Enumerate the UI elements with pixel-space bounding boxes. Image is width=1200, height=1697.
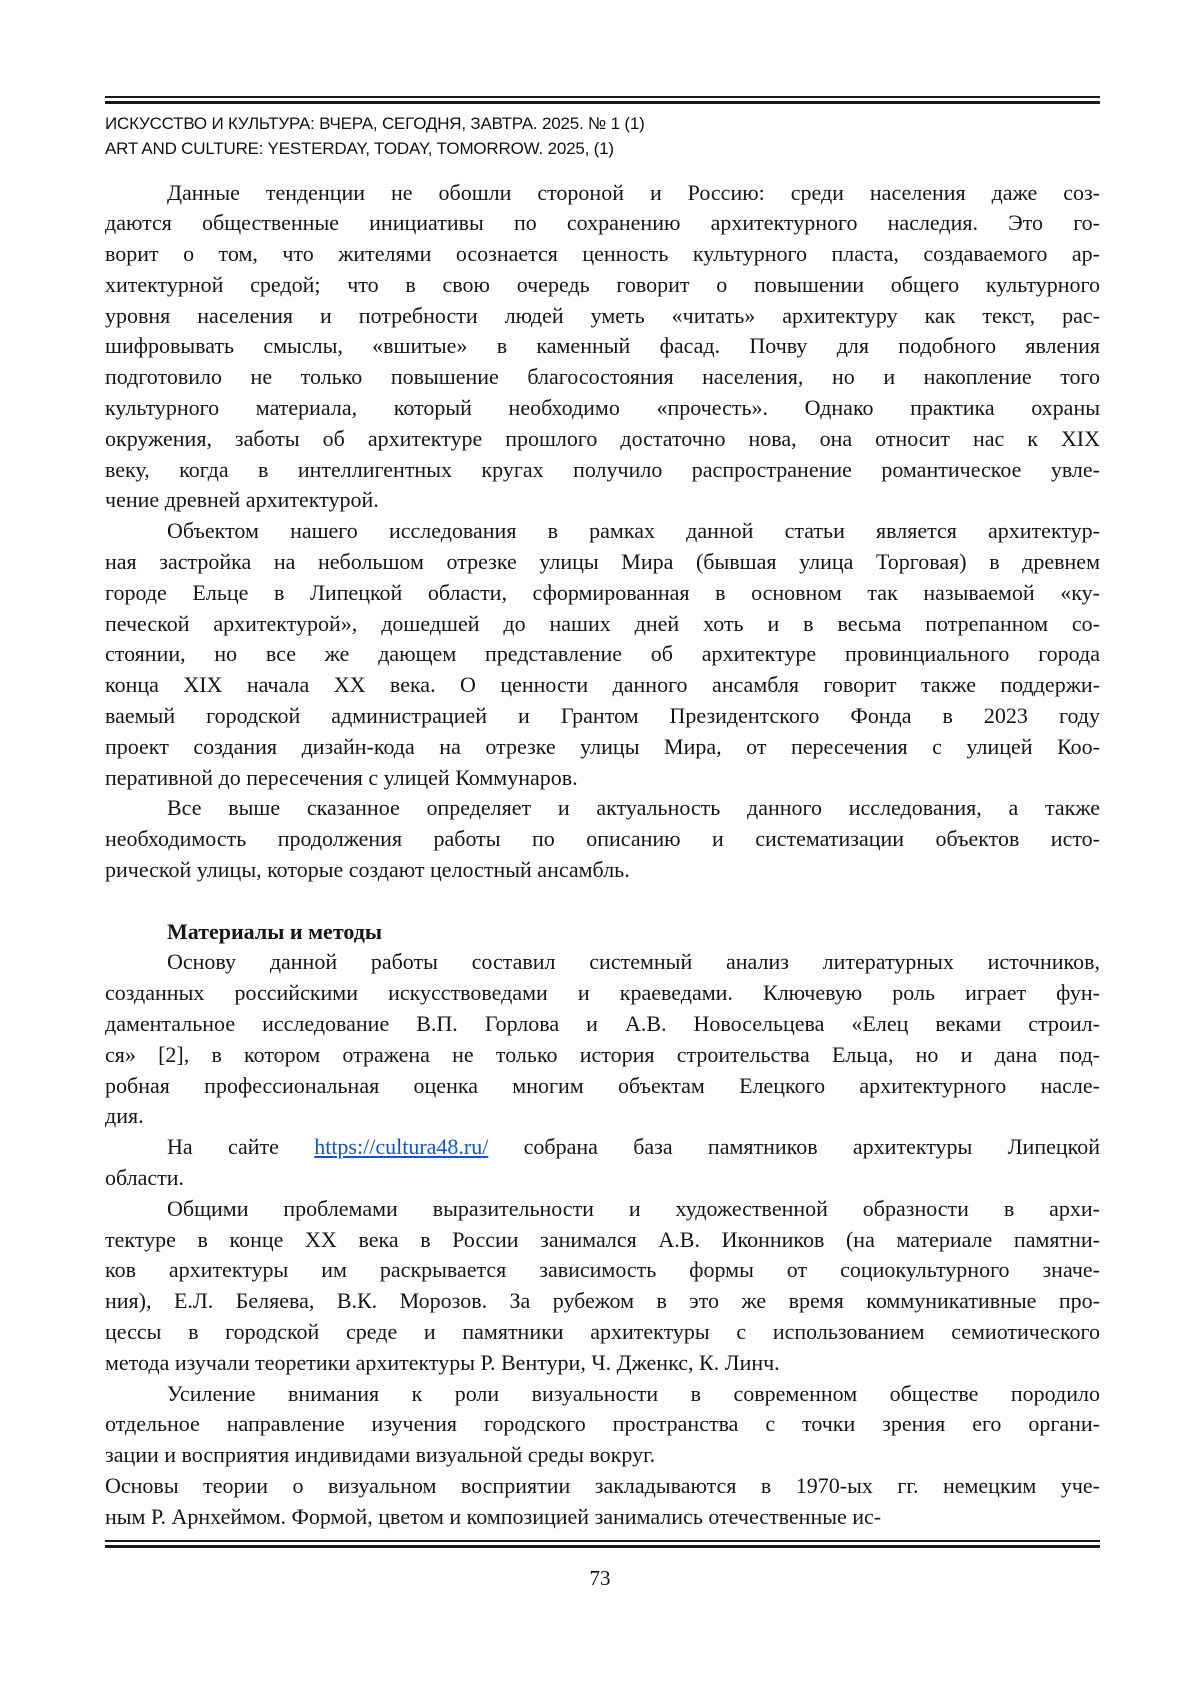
- paragraph: [105, 1132, 1100, 1194]
- text-line: рической улицы, которые создают целостный ансамбль.: [105, 857, 630, 883]
- text-line: необходимость продолжения работы по описанию и систематизации объектов исто-: [105, 826, 1100, 852]
- journal-header: [105, 111, 1100, 161]
- text-line: метода изучали теоретики архитектуры Р. Вентури, Ч. Дженкс, К. Линч.: [105, 1349, 780, 1375]
- text-line: перативной до пересечения с улицей Коммунаров.: [105, 764, 578, 790]
- document-body: [105, 178, 1100, 1533]
- text-line: ков архитектуры им раскрывается зависимость формы от социокультурного значе-: [105, 1257, 1100, 1283]
- text-line: печеской архитектурой», дошедшей до наших дней хоть и в весьма потрепанном со-: [105, 610, 1100, 636]
- text-line: веку, когда в интеллигентных кругах получило распространение романтическое увле-: [105, 456, 1100, 482]
- text-line: цессы в городской среде и памятники архитектуры с использованием семиотического: [105, 1318, 1100, 1344]
- paragraph: [105, 1379, 1100, 1471]
- text-line: городе Ельце в Липецкой области, сформированная в основном так называемой «ку-: [105, 579, 1100, 605]
- text-line: Все выше сказанное определяет и актуальность данного исследования, а также: [167, 795, 1100, 821]
- text-line: робная профессиональная оценка многим объектам Елецкого архитектурного насле-: [105, 1072, 1100, 1098]
- paragraph: [105, 793, 1100, 885]
- text-line: Данные тенденции не обошли стороной и Россию: среди населения даже соз-: [167, 179, 1100, 205]
- header-top-rule: [105, 96, 1100, 104]
- text-line: подготовило не только повышение благосостояния населения, но и накопление того: [105, 364, 1100, 390]
- text-line: стоянии, но все же дающем представление об архитектуре провинциального города: [105, 641, 1100, 667]
- text-line: области.: [105, 1165, 185, 1190]
- text-line: На сайте https://cultura48.ru/ собрана база памятников архитектуры Липецкой: [167, 1134, 1100, 1160]
- text-line: ная застройка на небольшом отрезке улицы Мира (бывшая улица Торговая) в древнем: [105, 549, 1100, 575]
- page-number: 73: [589, 1566, 611, 1590]
- journal-title-en: ART AND CULTURE: YESTERDAY, TODAY, TOMORROW. 2025, (1): [105, 138, 614, 158]
- text-line: хитектурной средой; что в свою очередь говорит о повышении общего культурного: [105, 271, 1100, 297]
- text-line: зации и восприятия индивидами визуальной среды вокруг.: [105, 1442, 656, 1468]
- text-line: ворит о том, что жителями осознается ценность культурного пласта, создаваемого ар-: [105, 241, 1100, 267]
- text-line: чение древней архитектурой.: [105, 487, 379, 513]
- text-line: Основы теории о визуальном восприятии закладываются в 1970-ых гг. немецким уче-: [105, 1472, 1100, 1498]
- text-line: даются общественные инициативы по сохранению архитектурного наследия. Это го-: [105, 210, 1100, 236]
- text-line: даментальное исследование В.П. Горлова и А.В. Новосельцева «Елец веками строил-: [105, 1011, 1100, 1037]
- text-line: ния), Е.Л. Беляева, В.К. Морозов. За рубежом в это же время коммуникативные про-: [105, 1288, 1100, 1314]
- text-line: культурного материала, который необходимо «прочесть». Однако практика охраны: [105, 395, 1100, 421]
- text-line: окружения, заботы об архитектуре прошлого достаточно нова, она относит нас к XIX: [105, 425, 1100, 451]
- section-heading: [105, 917, 1100, 948]
- text-line: шифровывать смыслы, «вшитые» в каменный фасад. Почву для подобного явления: [105, 333, 1100, 359]
- text-line: тектуре в конце XX века в России занимался А.В. Иконников (на материале памятни-: [105, 1226, 1100, 1252]
- paragraph: [105, 1194, 1100, 1379]
- text-line: созданных российскими искусствоведами и краеведами. Ключевую роль играет фун-: [105, 980, 1100, 1006]
- text-line: ваемый городской администрацией и Грантом Президентского Фонда в 2023 году: [105, 703, 1100, 729]
- footer-rule: [105, 1540, 1100, 1548]
- text-line: Материалы и методы: [167, 918, 383, 944]
- text-line: конца XIX начала XX века. О ценности данного ансамбля говорит также поддержи-: [105, 672, 1100, 698]
- paragraph: [105, 178, 1100, 517]
- text-line: Объектом нашего исследования в рамках данной статьи является архитектур-: [167, 518, 1100, 544]
- text-line: уровня населения и потребности людей уметь «читать» архитектуру как текст, рас-: [105, 302, 1100, 328]
- text-line: проект создания дизайн-кода на отрезке улицы Мира, от пересечения с улицей Коо-: [105, 733, 1100, 759]
- text-line: Усиление внимания к роли визуальности в современном обществе породило: [167, 1380, 1100, 1406]
- paragraph: [105, 1471, 1100, 1533]
- text-line: ся» [2], в котором отражена не только история строительства Ельца, но и дана под-: [105, 1041, 1100, 1067]
- text-line: Основу данной работы составил системный анализ литературных источников,: [167, 949, 1100, 975]
- text-line: ным Р. Арнхеймом. Формой, цветом и композицией занимались отечественные ис-: [105, 1503, 882, 1529]
- text-line: Общими проблемами выразительности и художественной образности в архи-: [167, 1195, 1100, 1221]
- text-line: отдельное направление изучения городского пространства с точки зрения его органи-: [105, 1411, 1100, 1437]
- journal-title-ru: ИСКУССТВО И КУЛЬТУРА: ВЧЕРА, СЕГОДНЯ, ЗАВТРА. 2025. № 1 (1): [105, 113, 645, 133]
- blank-line: [105, 886, 1100, 917]
- paragraph: [105, 516, 1100, 793]
- hyperlink-cultura48[interactable]: https://cultura48.ru/: [314, 1134, 489, 1160]
- text-line: дия.: [105, 1103, 144, 1129]
- paragraph: [105, 947, 1100, 1132]
